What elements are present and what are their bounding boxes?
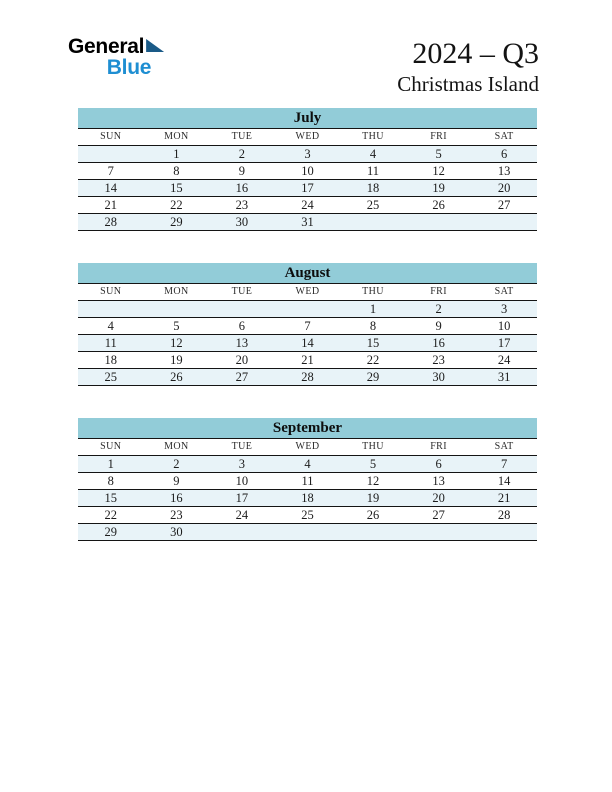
day-cell-september-24: 24 <box>235 508 249 522</box>
week-row-july-4 <box>78 197 537 214</box>
day-cell-august-25: 25 <box>104 370 118 384</box>
day-cell-july-2: 2 <box>238 147 246 161</box>
day-cell-august-9: 9 <box>435 319 442 333</box>
week-row-september-4 <box>78 507 537 524</box>
week-row-august-1 <box>78 301 537 318</box>
day-header-sat: SAT <box>494 131 514 142</box>
day-header-tue: TUE <box>231 286 253 297</box>
week-row-september-1 <box>78 456 537 473</box>
day-cell-july-21: 21 <box>104 198 118 212</box>
month-title-august: August <box>78 263 537 284</box>
month-title-july: July <box>78 108 537 129</box>
month-title-september: September <box>78 418 537 439</box>
day-cell-july-3: 3 <box>304 147 311 161</box>
day-cell-july-25: 25 <box>366 198 380 212</box>
day-header-fri: FRI <box>430 286 447 297</box>
day-cell-empty <box>144 301 210 317</box>
day-cell-september-26: 26 <box>366 508 380 522</box>
page-subtitle: Christmas Island <box>397 72 539 96</box>
day-header-sat: SAT <box>494 441 514 452</box>
day-cell-august-6: 6 <box>238 319 246 333</box>
day-cell-august-10: 10 <box>497 319 511 333</box>
day-header-tue: TUE <box>231 131 253 142</box>
day-header-sun: SUN <box>100 286 122 297</box>
day-cell-september-18: 18 <box>301 491 314 505</box>
day-cell-august-22: 22 <box>366 353 380 367</box>
day-cell-september-10: 10 <box>235 474 249 488</box>
day-header-mon: MON <box>164 131 189 142</box>
day-cell-july-4: 4 <box>369 147 377 161</box>
day-cell-september-5: 5 <box>369 457 377 471</box>
day-cell-august-4: 4 <box>107 319 114 333</box>
week-row-august-4 <box>78 352 537 369</box>
day-cell-september-3: 3 <box>238 457 246 471</box>
week-row-september-5 <box>78 524 537 541</box>
months <box>78 108 537 573</box>
day-cell-july-30: 30 <box>235 215 249 229</box>
day-header-sun: SUN <box>100 441 122 452</box>
day-cell-july-11: 11 <box>367 164 380 178</box>
day-cell-july-17: 17 <box>301 181 314 195</box>
day-cell-august-7: 7 <box>304 319 311 333</box>
logo-flag-icon <box>146 39 164 52</box>
day-cell-september-25: 25 <box>301 508 314 522</box>
day-cell-july-7: 7 <box>107 164 114 178</box>
day-cell-empty <box>406 524 472 540</box>
day-cell-july-6: 6 <box>501 147 508 161</box>
day-cell-august-28: 28 <box>301 370 314 384</box>
day-cell-july-5: 5 <box>435 147 442 161</box>
day-header-wed: WED <box>295 131 320 142</box>
month-september <box>78 418 537 541</box>
day-cell-september-14: 14 <box>497 474 511 488</box>
day-cell-september-23: 23 <box>170 508 183 522</box>
day-cell-september-30: 30 <box>170 525 183 539</box>
day-cell-august-12: 12 <box>170 336 183 350</box>
day-cell-august-15: 15 <box>366 336 380 350</box>
day-cell-july-13: 13 <box>497 164 511 178</box>
day-cell-september-19: 19 <box>366 491 380 505</box>
day-cell-empty <box>209 524 275 540</box>
day-cell-empty <box>471 524 537 540</box>
day-cell-august-19: 19 <box>170 353 183 367</box>
day-cell-empty <box>471 214 537 230</box>
week-row-august-3 <box>78 335 537 352</box>
day-cell-august-8: 8 <box>369 319 377 333</box>
day-cell-august-31: 31 <box>497 370 511 384</box>
day-cell-july-28: 28 <box>104 215 118 229</box>
month-august <box>78 263 537 386</box>
day-header-tue: TUE <box>231 441 253 452</box>
day-header-thu: THU <box>362 131 384 142</box>
day-header-mon: MON <box>164 441 189 452</box>
day-cell-july-18: 18 <box>366 181 380 195</box>
day-cell-august-24: 24 <box>497 353 511 367</box>
week-row-august-5 <box>78 369 537 386</box>
day-cell-september-13: 13 <box>432 474 445 488</box>
day-cell-august-26: 26 <box>170 370 183 384</box>
day-header-sun: SUN <box>100 131 122 142</box>
day-cell-empty <box>78 301 144 317</box>
day-cell-july-26: 26 <box>432 198 445 212</box>
day-cell-september-8: 8 <box>107 474 114 488</box>
day-cell-august-11: 11 <box>104 336 117 350</box>
day-header-row-july <box>78 129 537 146</box>
day-cell-august-14: 14 <box>301 336 314 350</box>
day-cell-september-17: 17 <box>235 491 249 505</box>
day-cell-august-30: 30 <box>432 370 445 384</box>
day-cell-september-20: 20 <box>432 491 445 505</box>
day-cell-august-21: 21 <box>301 353 314 367</box>
day-cell-july-1: 1 <box>173 147 180 161</box>
day-cell-september-1: 1 <box>107 457 114 471</box>
week-row-july-1 <box>78 146 537 163</box>
day-cell-august-27: 27 <box>235 370 249 384</box>
day-header-row-august <box>78 284 537 301</box>
day-cell-august-18: 18 <box>104 353 118 367</box>
day-cell-july-20: 20 <box>497 181 511 195</box>
day-cell-august-3: 3 <box>501 302 508 316</box>
day-cell-empty <box>340 214 406 230</box>
day-cell-august-2: 2 <box>435 302 442 316</box>
day-cell-september-4: 4 <box>304 457 311 471</box>
day-header-row-september <box>78 439 537 456</box>
day-cell-september-15: 15 <box>104 491 118 505</box>
logo-text-general: General <box>68 35 145 58</box>
day-cell-july-23: 23 <box>235 198 249 212</box>
day-cell-september-9: 9 <box>173 474 180 488</box>
week-row-july-2 <box>78 163 537 180</box>
day-cell-september-11: 11 <box>301 474 314 488</box>
day-cell-empty <box>340 524 406 540</box>
day-cell-empty <box>275 301 341 317</box>
day-cell-july-14: 14 <box>104 181 118 195</box>
week-row-september-3 <box>78 490 537 507</box>
day-cell-september-21: 21 <box>497 491 511 505</box>
week-row-july-5 <box>78 214 537 231</box>
day-cell-july-24: 24 <box>301 198 314 212</box>
day-cell-july-12: 12 <box>432 164 445 178</box>
general-blue-logo <box>68 36 164 77</box>
day-header-sat: SAT <box>494 286 514 297</box>
day-header-fri: FRI <box>430 131 447 142</box>
page-title: 2024 – Q3 <box>412 37 539 70</box>
day-cell-september-12: 12 <box>366 474 380 488</box>
day-cell-empty <box>209 301 275 317</box>
day-header-wed: WED <box>295 441 320 452</box>
day-header-fri: FRI <box>430 441 447 452</box>
day-cell-july-10: 10 <box>301 164 314 178</box>
day-cell-august-1: 1 <box>369 302 377 316</box>
day-cell-august-23: 23 <box>432 353 445 367</box>
day-cell-september-7: 7 <box>501 457 508 471</box>
day-cell-july-27: 27 <box>497 198 511 212</box>
logo-text-blue: Blue <box>106 56 152 79</box>
day-cell-september-28: 28 <box>497 508 511 522</box>
month-july <box>78 108 537 231</box>
day-cell-july-16: 16 <box>235 181 249 195</box>
day-cell-september-22: 22 <box>104 508 118 522</box>
day-cell-september-29: 29 <box>104 525 118 539</box>
day-cell-july-8: 8 <box>173 164 180 178</box>
week-row-august-2 <box>78 318 537 335</box>
day-cell-august-13: 13 <box>235 336 249 350</box>
day-cell-july-29: 29 <box>170 215 183 229</box>
day-cell-august-16: 16 <box>432 336 445 350</box>
day-cell-august-29: 29 <box>366 370 380 384</box>
day-cell-september-2: 2 <box>173 457 180 471</box>
day-cell-july-19: 19 <box>432 181 445 195</box>
day-cell-august-5: 5 <box>173 319 180 333</box>
day-header-mon: MON <box>164 286 189 297</box>
day-cell-july-9: 9 <box>238 164 246 178</box>
day-cell-empty <box>78 146 144 162</box>
week-row-september-2 <box>78 473 537 490</box>
day-cell-empty <box>275 524 341 540</box>
day-cell-empty <box>406 214 472 230</box>
day-header-wed: WED <box>295 286 320 297</box>
day-cell-september-27: 27 <box>432 508 445 522</box>
day-cell-august-20: 20 <box>235 353 249 367</box>
day-cell-september-16: 16 <box>170 491 183 505</box>
logo-top-row <box>68 36 164 58</box>
day-cell-july-22: 22 <box>170 198 183 212</box>
day-cell-august-17: 17 <box>497 336 511 350</box>
day-header-thu: THU <box>362 286 384 297</box>
day-cell-july-15: 15 <box>170 181 183 195</box>
day-cell-september-6: 6 <box>435 457 442 471</box>
day-cell-july-31: 31 <box>301 215 314 229</box>
title-block <box>397 37 539 98</box>
day-header-thu: THU <box>362 441 384 452</box>
week-row-july-3 <box>78 180 537 197</box>
